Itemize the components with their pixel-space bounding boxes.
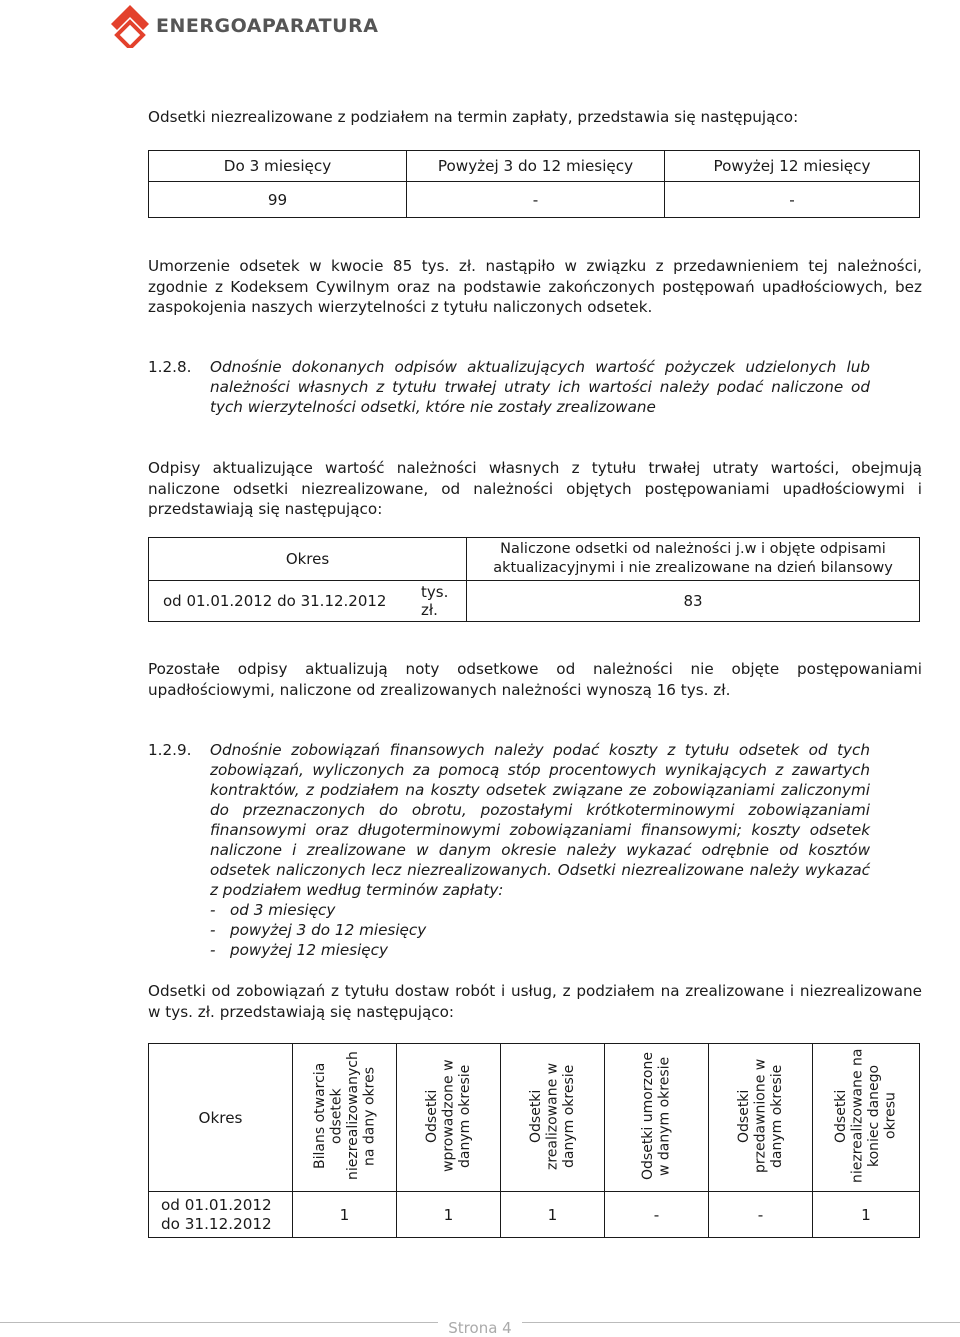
- table-cell: -: [407, 182, 665, 218]
- vertical-header: Odsetki zrealizowane w danym okresie: [527, 1061, 577, 1170]
- table-cell: 1: [813, 1192, 920, 1238]
- other-allowances-paragraph: Pozostałe odpisy aktualizują noty odsetkowe od należności nie objęte postępowaniami upadłościowymi, naliczone od zrealizowanych należności wynoszą 16 tys. zł.: [148, 660, 922, 699]
- table-cell: 83: [467, 581, 920, 622]
- list-item: - powyżej 12 miesięcy: [210, 941, 388, 959]
- page-footer: [0, 1318, 960, 1337]
- table-cell: -: [665, 182, 920, 218]
- table-cell: od 01.01.2012 do 31.12.2012: [149, 1192, 293, 1238]
- table-header-cell: [501, 1044, 605, 1192]
- vertical-header: Odsetki wprowadzone w danym okresie: [423, 1059, 473, 1172]
- section-text: Odnośnie dokonanych odpisów aktualizujących wartość pożyczek udzielonych lub należności własnych z tytułu trwałej utraty ich wartości należy podać naliczone od tych wierzytelności odsetki, które nie zostały zrealizowane: [210, 358, 870, 416]
- list-item: - od 3 miesięcy: [210, 901, 336, 919]
- table-header-cell: [293, 1044, 397, 1192]
- table-header-cell: Naliczone odsetki od należności j.w i objęte odpisami aktualizacyjnymi i nie zrealizowane na dzień bilansowy: [467, 538, 920, 581]
- table-header-cell: [605, 1044, 709, 1192]
- table-cell: 1: [293, 1192, 397, 1238]
- list-item: - powyżej 3 do 12 miesięcy: [210, 921, 427, 939]
- interest-by-term-table: [148, 150, 920, 218]
- liabilities-paragraph: Odsetki od zobowiązań z tytułu dostaw robót i usług, z podziałem na zrealizowane i niezrealizowane w tys. zł. przedstawiają się następująco:: [148, 982, 922, 1021]
- vertical-header: Bilans otwarcia odsetek niezrealizowanych na dany okres: [311, 1051, 377, 1180]
- table-header-cell: [709, 1044, 813, 1192]
- allowances-paragraph: Odpisy aktualizujące wartość należności własnych z tytułu trwałej utraty wartości, obejmują naliczone odsetki niezrealizowane, od należności objętych postępowaniami upadłościowymi i przedstawiają się następująco:: [148, 459, 922, 518]
- vertical-header: Odsetki umorzone w danym okresie: [640, 1051, 673, 1180]
- vertical-header: Odsetki niezrealizowane na koniec danego okresu: [833, 1048, 899, 1183]
- table-header-cell: [813, 1044, 920, 1192]
- section-body: Odnośnie zobowiązań finansowych należy podać koszty z tytułu odsetek od tych zobowiązań, wyliczonych za pomocą stóp procentowych wynikających z zawartych kontraktów, z podziałem na koszty odsetek związane ze zobowiązaniami zaliczonymi do przeznaczonych do obrotu, pozostałymi krótkoterminowymi zobowiązaniami finansowymi oraz długoterminowymi zobowiązaniami finansowymi; koszty odsetek naliczone i zrealizowane w danym okresie należy wykazać odrębnie od kosztów odsetek naliczonych lecz niezrealizowanych. Odsetki niezrealizowane należy wykazać z podziałem według terminów zapłaty:: [210, 741, 870, 899]
- section-number: 1.2.8.: [148, 358, 192, 376]
- table-cell: od 01.01.2012 do 31.12.2012: [149, 581, 422, 622]
- term-list: [210, 900, 870, 960]
- table-header-cell: Okres: [149, 1044, 293, 1192]
- vertical-header: Odsetki przedawnione w danym okresie: [735, 1058, 785, 1173]
- table-cell: -: [605, 1192, 709, 1238]
- liabilities-interest-table: [148, 1043, 920, 1238]
- table-header-cell: Powyżej 3 do 12 miesięcy: [407, 151, 665, 182]
- writeoff-paragraph: Umorzenie odsetek w kwocie 85 tys. zł. nastąpiło w związku z przedawnieniem tej należności, zgodnie z Kodeksem Cywilnym oraz na podstawie zakończonych postępowań upadłościowych, bez zaspokojenia naszych wierzytelności z tytułu naliczonych odsetek.: [148, 257, 922, 316]
- table-cell: 1: [397, 1192, 501, 1238]
- logo-text: ENERGOAPARATURA: [156, 15, 379, 37]
- table-cell: -: [709, 1192, 813, 1238]
- table-cell: 1: [501, 1192, 605, 1238]
- table-header-cell: Do 3 miesięcy: [149, 151, 407, 182]
- intro-paragraph: Odsetki niezrealizowane z podziałem na termin zapłaty, przedstawia się następująco:: [148, 108, 799, 126]
- table-header-cell: Okres: [149, 538, 467, 581]
- table-header-cell: Powyżej 12 miesięcy: [665, 151, 920, 182]
- logo-icon: [110, 4, 150, 48]
- allowances-table: [148, 537, 920, 622]
- section-number: 1.2.9.: [148, 741, 192, 759]
- company-logo: [110, 4, 378, 48]
- table-cell: tys. zł.: [421, 581, 467, 622]
- section-text: [210, 740, 870, 960]
- page-number: Strona 4: [438, 1319, 521, 1337]
- table-header-cell: [397, 1044, 501, 1192]
- table-cell: 99: [149, 182, 407, 218]
